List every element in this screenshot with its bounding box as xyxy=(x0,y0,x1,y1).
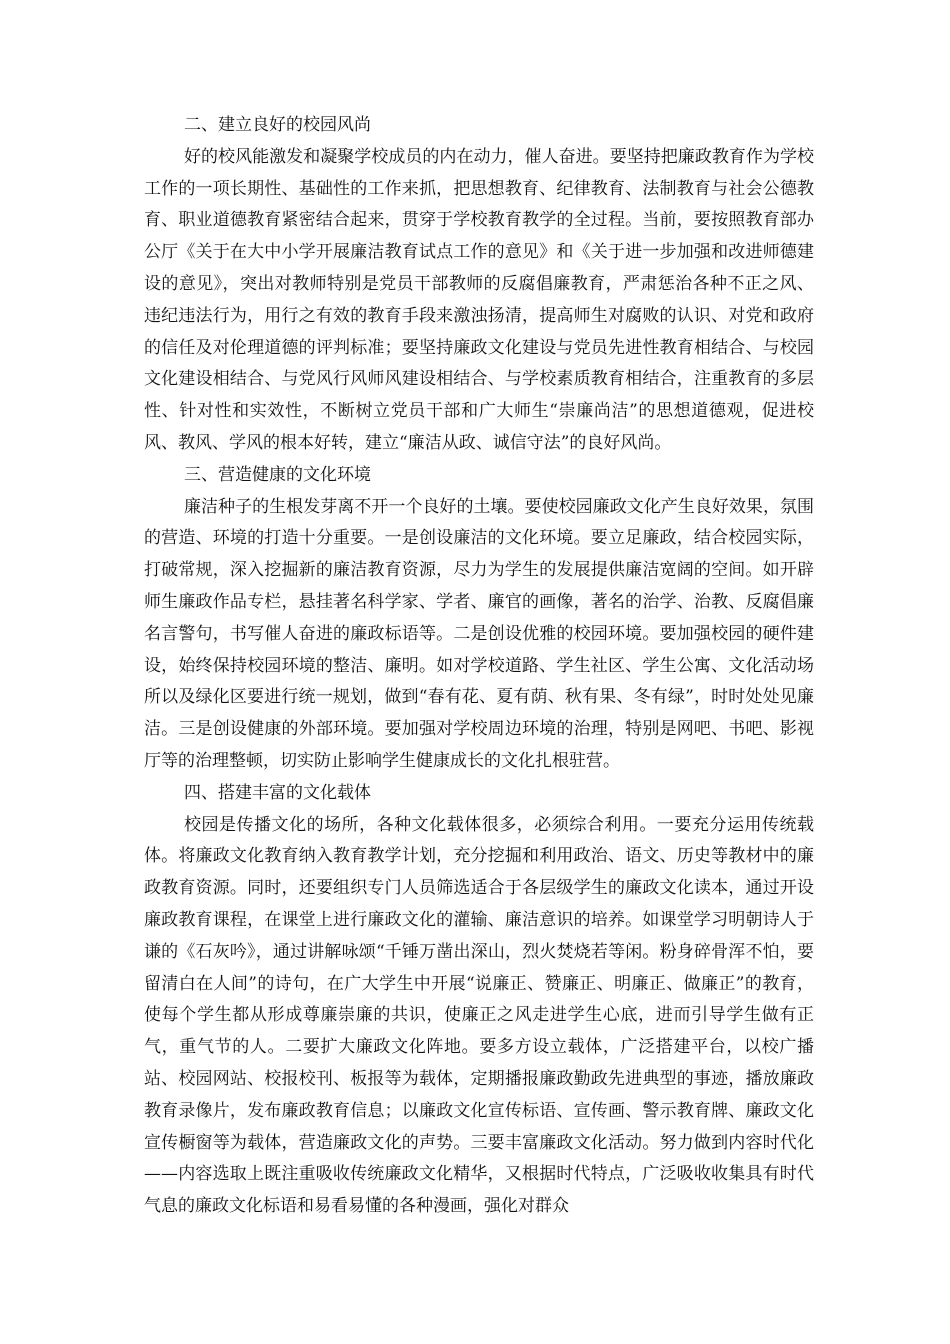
section-paragraph-4: 校园是传播文化的场所，各种文化载体很多，必须综合利用。一要充分运用传统载体。将廉政文化教育纳入教育教学计划，充分挖掘和利用政治、语文、历史等教材中的廉政教育资源。同时，还要组织专门人员筛选适合于各层级学生的廉政文化读本，通过开设廉政教育课程，在课堂上进行廉政文化的灌输、廉洁意识的培养。如课堂学习明朝诗人于谦的《石灰吟》，通过讲解咏颂“千锤万凿出深山，烈火焚烧若等闲。粉身碎骨浑不怕，要留清白在人间”的诗句，在广大学生中开展“说廉正、赞廉正、明廉正、做廉正”的教育，使每个学生都从形成尊廉崇廉的共识，使廉正之风走进学生心底，进而引导学生做有正气，重气节的人。二要扩大廉政文化阵地。要多方设立载体，广泛搭建平台，以校广播站、校园网站、校报校刊、板报等为载体，定期播报廉政勤政先进典型的事迹，播放廉政教育录像片，发布廉政教育信息；以廉政文化宣传标语、宣传画、警示教育牌、廉政文化宣传橱窗等为载体，营造廉政文化的声势。三要丰富廉政文化活动。努力做到内容时代化——内容选取上既注重吸收传统廉政文化精华，又根据时代特点，广泛吸收收集具有时代气息的廉政文化标语和易看易懂的各种漫画，强化对群众 xyxy=(144,814,814,1217)
document-body xyxy=(144,110,814,1223)
section-heading-3: 三、营造健康的文化环境 xyxy=(184,464,371,485)
section-paragraph-2: 好的校风能激发和凝聚学校成员的内在动力，催人奋进。要坚持把廉政教育作为学校工作的一项长期性、基础性的工作来抓，把思想教育、纪律教育、法制教育与社会公德教育、职业道德教育紧密结合起来，贯穿于学校教育教学的全过程。当前，要按照教育部办公厅《关于在大中小学开展廉洁教育试点工作的意见》和《关于进一步加强和改进师德建设的意见》，突出对教师特别是党员干部教师的反腐倡廉教育，严肃惩治各种不正之风、违纪违法行为，用行之有效的教育手段来激浊扬清，提高师生对腐败的认识、对党和政府的信任及对伦理道德的评判标准；要坚持廉政文化建设与党员先进性教育相结合、与校园文化建设相结合、与党风行风师风建设相结合、与学校素质教育相结合，注重教育的多层性、针对性和实效性，不断树立党员干部和广大师生“崇廉尚洁”的思想道德观，促进校风、教风、学风的根本好转，建立“廉洁从政、诚信守法”的良好风尚。 xyxy=(144,146,814,453)
section-paragraph-3: 廉洁种子的生根发芽离不开一个良好的土壤。要使校园廉政文化产生良好效果，氛围的营造、环境的打造十分重要。一是创设廉洁的文化环境。要立足廉政，结合校园实际，打破常规，深入挖掘新的廉洁教育资源，尽力为学生的发展提供廉洁宽阔的空间。如开辟师生廉政作品专栏，悬挂著名科学家、学者、廉官的画像，著名的治学、治教、反腐倡廉名言警句，书写催人奋进的廉政标语等。二是创设优雅的校园环境。要加强校园的硬件建设，始终保持校园环境的整洁、廉明。如对学校道路、学生社区、学生公寓、文化活动场所以及绿化区要进行统一规划，做到“春有花、夏有荫、秋有果、冬有绿”，时时处处见廉洁。三是创设健康的外部环境。要加强对学校周边环境的治理，特别是网吧、书吧、影视厅等的治理整顿，切实防止影响学生健康成长的文化扎根驻营。 xyxy=(144,496,814,771)
section-heading-4: 四、搭建丰富的文化载体 xyxy=(184,782,371,803)
section-heading-2: 二、建立良好的校园风尚 xyxy=(184,115,371,135)
